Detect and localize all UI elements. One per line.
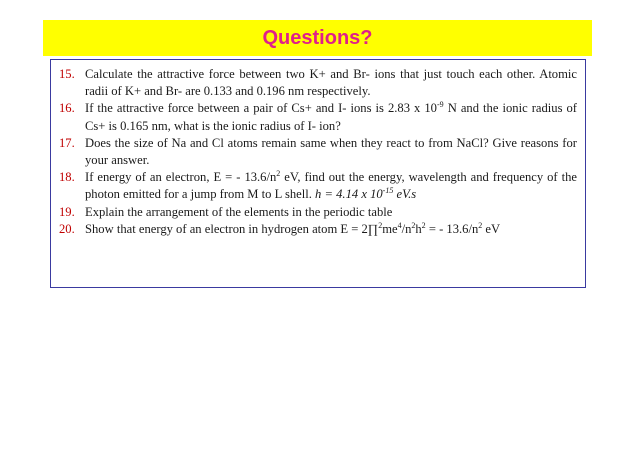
question-16 <box>59 100 577 134</box>
question-number: 15. <box>59 67 75 81</box>
question-18 <box>59 169 577 203</box>
question-text: Calculate the attractive force between two K+ and Br- ions that just touch each other. Atomic radii of K+ and Br- are 0.133 and 0.196 nm respectively. <box>85 67 577 99</box>
question-19 <box>59 204 577 221</box>
questions-box <box>50 59 586 288</box>
question-number: 19. <box>59 204 75 219</box>
question-number: 17. <box>59 135 75 150</box>
question-text: Explain the arrangement of the elements in the periodic table <box>85 204 393 219</box>
title-banner <box>43 20 592 56</box>
question-20 <box>59 221 577 238</box>
question-number: 20. <box>59 221 75 236</box>
question-number: 16. <box>59 101 75 116</box>
question-text: Does the size of Na and Cl atoms remain same when they react to from NaCl? Give reasons for your answer. <box>85 135 577 168</box>
question-15 <box>59 66 577 100</box>
question-text: If the attractive force between a pair of Cs+ and I- ions is 2.83 x $10^{-9}$ N and the ionic radius of Cs+ is 0.165 nm, what is the ionic radius of I- ion? <box>85 100 577 133</box>
question-text: Show that energy of an electron in hydrogen atom $E = 2\prod^2me^4/n^2h^2$ = - $13.6/n^2$ eV <box>85 220 501 236</box>
page-title: Questions? <box>262 26 373 49</box>
question-number: 18. <box>59 170 75 185</box>
question-17 <box>59 135 577 169</box>
question-text: If energy of an electron, E = - $13.6/n^2$ eV, find out the energy, wavelength and frequency of the photon emitted for a jump from M to L shell. h = 4.14 x $10^{-15}$ eV.s <box>85 169 578 202</box>
